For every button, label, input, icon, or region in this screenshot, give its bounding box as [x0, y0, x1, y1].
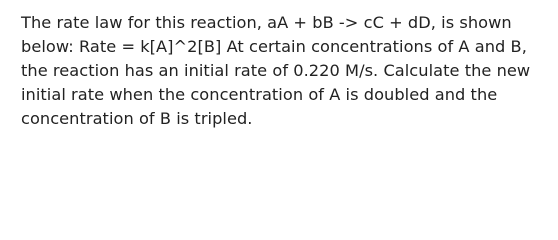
- question-text: The rate law for this reaction, aA + bB -> cC + dD, is shown below: Rate = k[A]^2[B] At certain concentrations of A and B, the reaction has an initial rate of 0.220 M/s. Calculate the new initial rate when the concentration of A is doubled and the concentration of B is tripled.: [21, 13, 531, 128]
